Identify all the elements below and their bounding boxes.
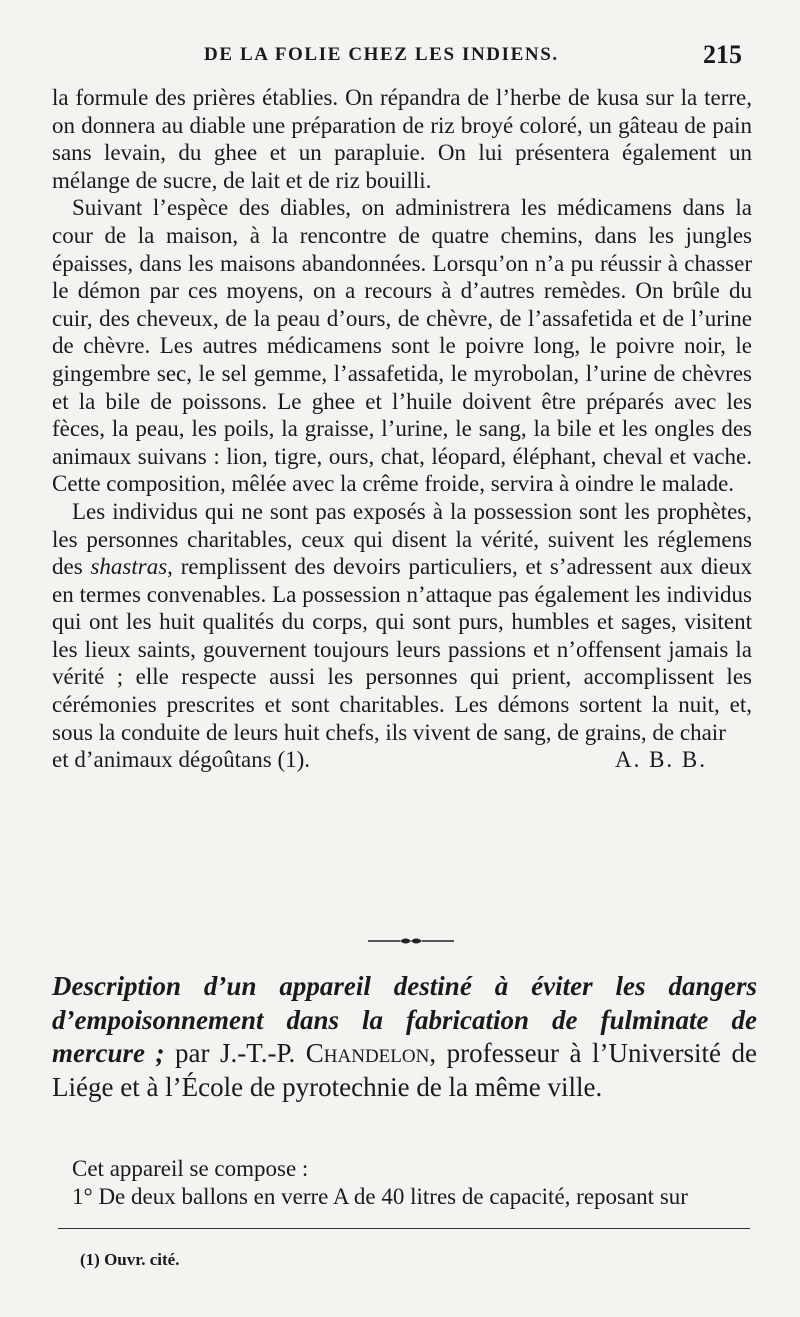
shastras-term: shastras xyxy=(90,554,168,580)
article-affiliation: , professeur à l’Université de Liége et à l’École de pyrotechnie de la même ville. xyxy=(52,1038,758,1102)
main-text xyxy=(52,84,752,774)
running-title: DE LA FOLIE CHEZ LES INDIENS. xyxy=(204,44,559,65)
paragraph-2: Suivant l’espèce des diables, on administrera les médicamens dans la cour de la maison, à la rencontre de quatre chemins, dans les jungles épaisses, dans les maisons abandonnées. Lorsqu’on n’a pu réussir à chasser le démon par ces moyens, on a recours à d’autres remèdes. On brûle du cuir, des cheveux, de la peau d’ours, de chèvre, de l’assafetida et de l’urine de chèvre. Les autres médicamens sont le poivre long, le poivre noir, le gingembre sec, le sel gemme, l’assafetida, le myrobolan, l’urine de chèvres et la bile de poissons. Le ghee et l’huile doivent être préparés avec les fèces, la peau, les poils, la graisse, l’urine, le sang, la bile et les ongles des animaux suivans : lion, tigre, ours, chat, léopard, éléphant, cheval et vache. Cette composition, mêlée avec la crême froide, servira à oindre le malade. xyxy=(52,195,752,497)
article-author: Chandelon xyxy=(305,1038,430,1069)
article-title-italic: Description d’un appareil destiné à éviter les dangers d’empoisonnement dans la fabrication de fulminate de mercure ; xyxy=(52,971,757,1069)
article-body xyxy=(52,1155,752,1210)
paragraph-3-part-1: Les individus qui ne sont pas exposés à la possession sont les prophètes, les personnes charitables, ceux qui disent la vérité, suivent les réglemens des xyxy=(52,498,752,580)
article-by: par J.-T.-P. xyxy=(164,1038,306,1069)
paragraph-3 xyxy=(52,498,752,746)
paragraph-3-part-2: , remplissent des devoirs particuliers, et s’adressent aux dieux en termes convenables. La possession n’attaque pas également les individus qui ont les huit qualités du corps, qui sont purs, humbles et sages, visitent les lieux saints, gouvernent toujours leurs passions et n’offensent jamais la vérité ; elle respecte aussi les personnes qui prient, accomplissent les cérémonies prescrites et sont charitables. Les démons sortent la nuit, et, sous la conduite de leurs huit chefs, ils vivent de sang, de grains, de chair xyxy=(52,554,752,745)
article-intro: Cet appareil se compose : xyxy=(72,1156,309,1181)
running-header xyxy=(0,40,800,72)
footnote: (1) Ouvr. cité. xyxy=(80,1250,180,1269)
article-title xyxy=(52,970,757,1104)
section-divider-ornament xyxy=(366,934,456,948)
paragraph-3-last-line: et d’animaux dégoûtans (1). xyxy=(52,747,311,773)
article-item-1: 1° De deux ballons en verre A de 40 litres de capacité, reposant sur xyxy=(72,1183,688,1209)
signature: A. B. B. xyxy=(614,747,707,773)
page-number: 215 xyxy=(703,40,742,69)
footnote-rule xyxy=(58,1228,750,1229)
paragraph-1: la formule des prières établies. On répandra de l’herbe de kusa sur la terre, on donnera au diable une préparation de riz broyé coloré, un gâteau de pain sans levain, du ghee et un parapluie. On lui présentera également un mélange de sucre, de lait et de riz bouilli. xyxy=(52,85,752,193)
signature-line xyxy=(52,746,752,774)
